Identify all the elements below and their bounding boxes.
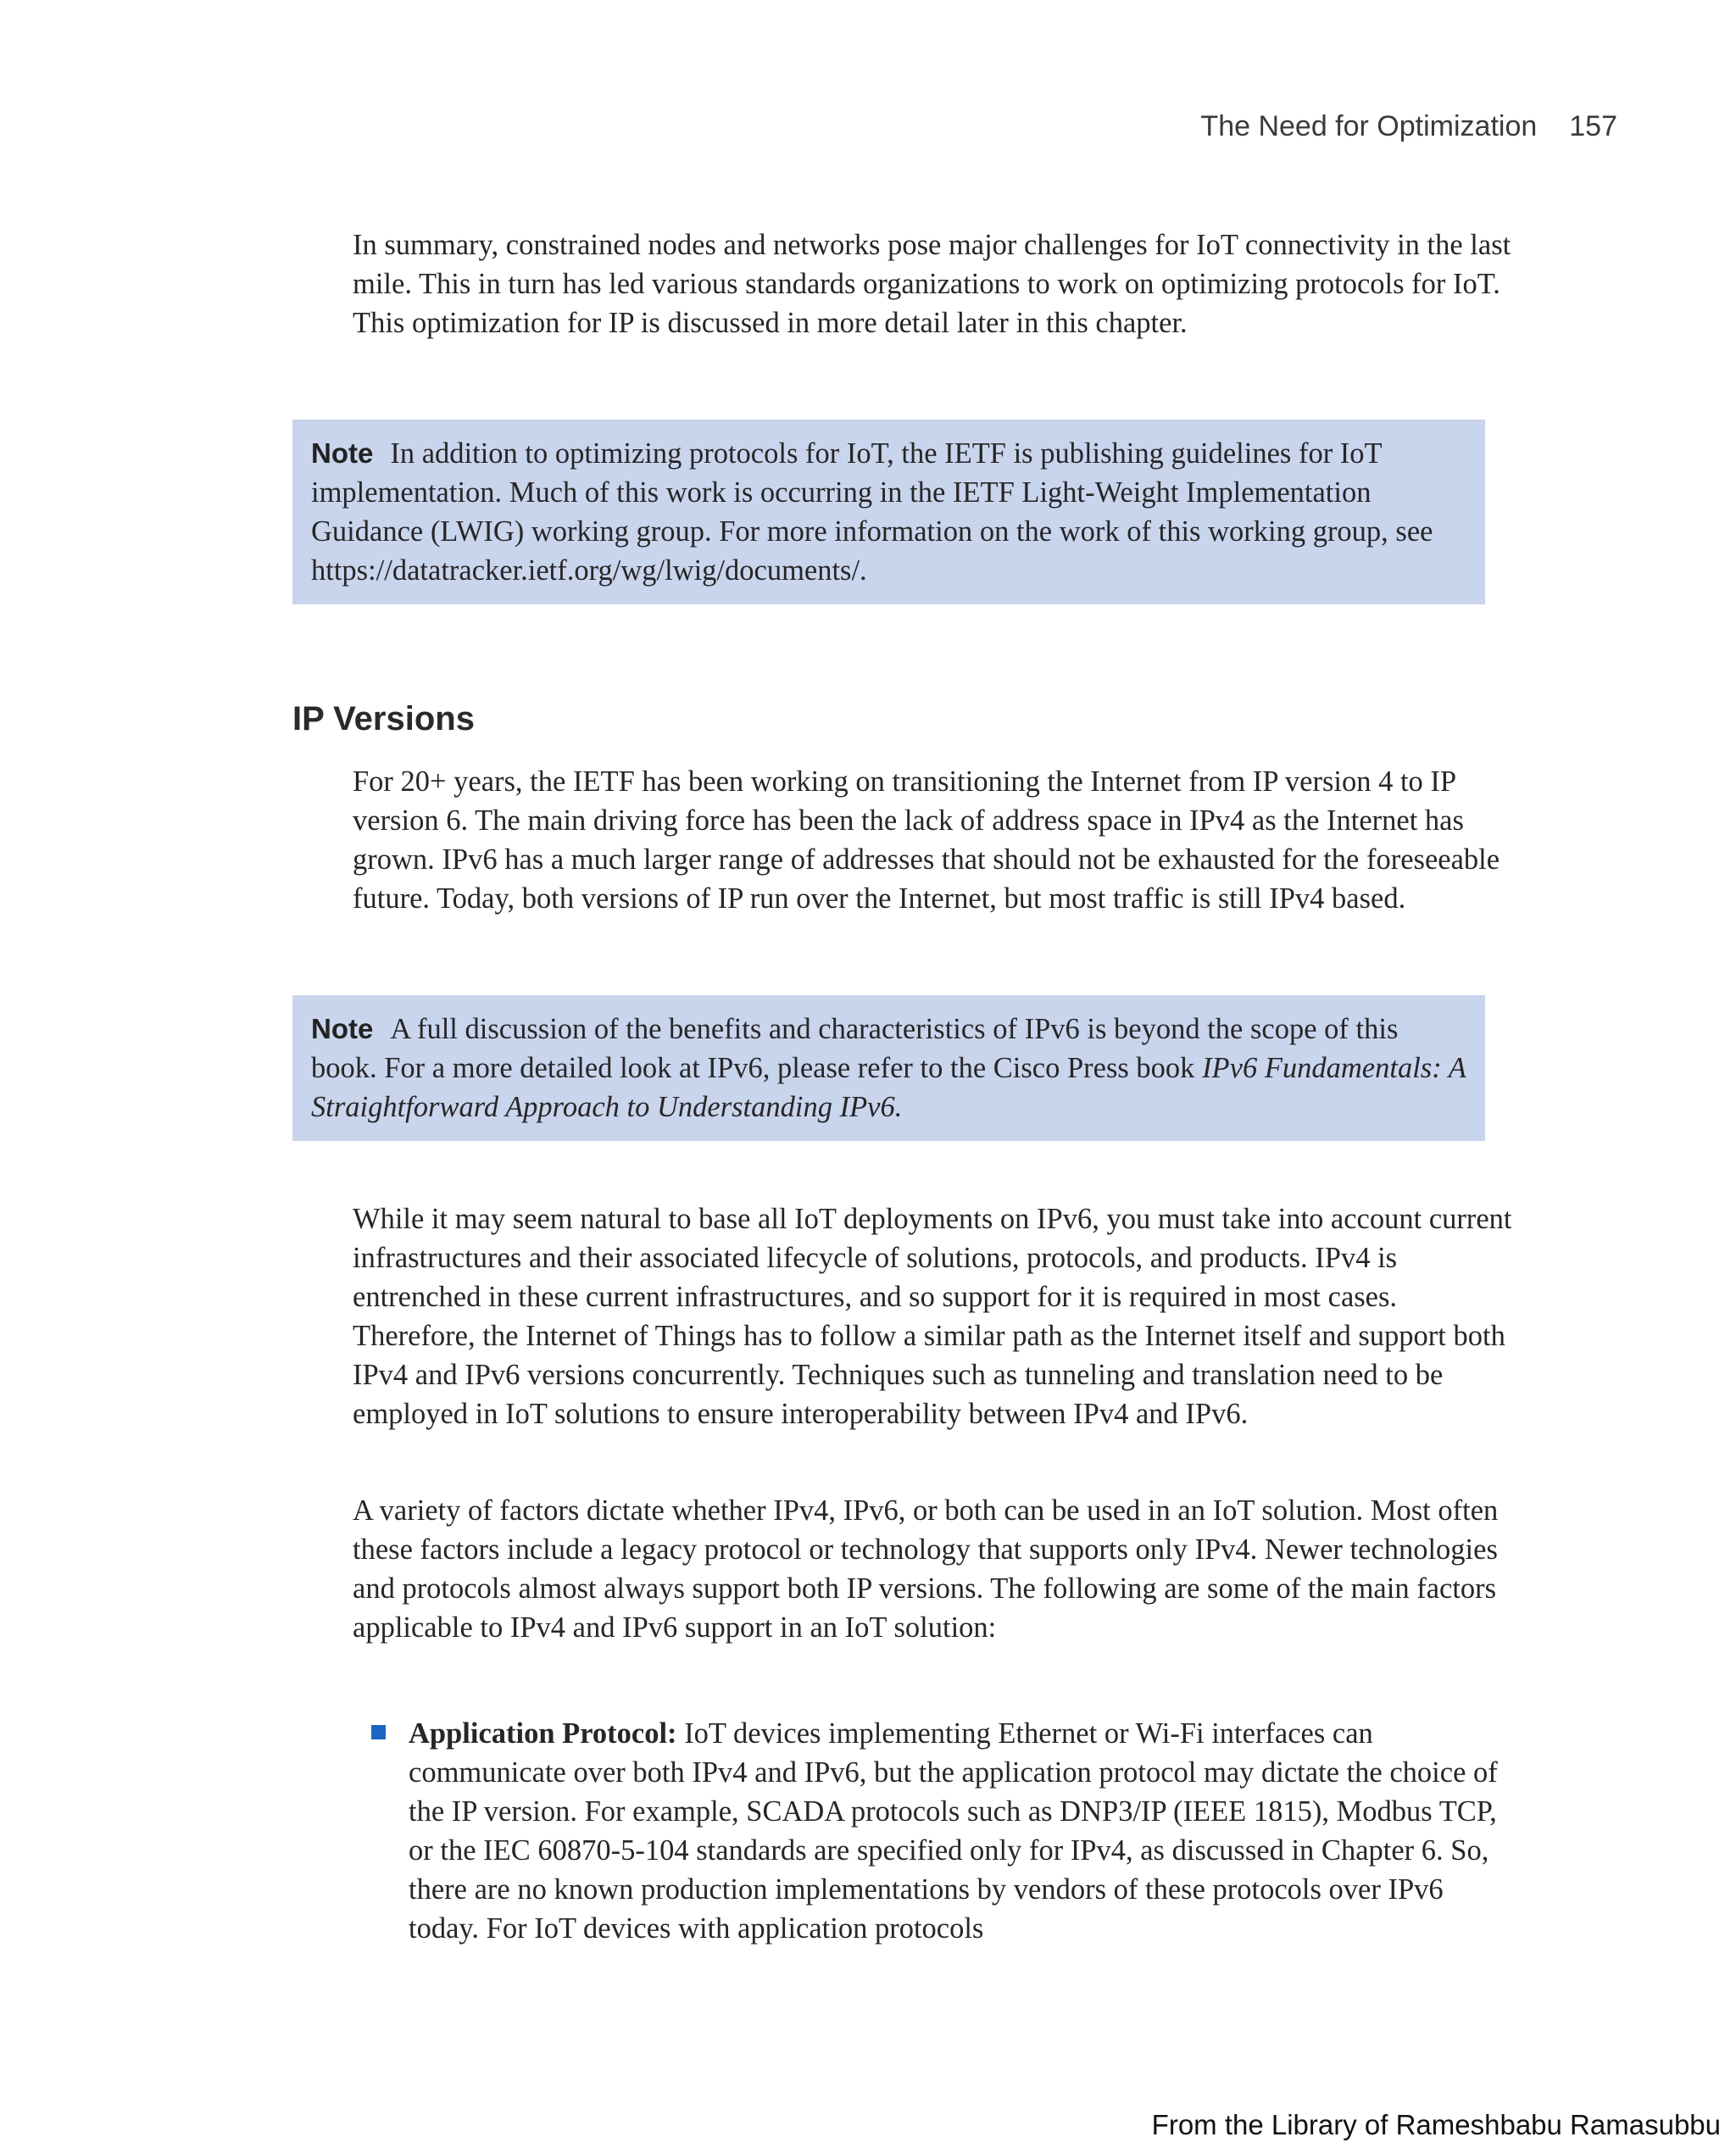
note-body: A full discussion of the benefits and characteristics of IPv6 is beyond the scope of this book. For a more detailed look at IPv6, please refer to the Cisco Press book: [311, 1013, 1399, 1084]
bullet-term: Application Protocol:: [409, 1717, 677, 1750]
bullet-item-application-protocol: [371, 1714, 1516, 1948]
book-title: IPv6 Fundamentals: A Straightforward Approach to Understanding IPv6.: [311, 1052, 1466, 1123]
note-text: [311, 1010, 1468, 1127]
paragraph-summary: In summary, constrained nodes and networks pose major challenges for IoT connectivity in the last mile. This in turn has led various standards organizations to work on optimizing protocols for IoT. This optimization for IP is discussed in more detail later in this chapter.: [353, 229, 1511, 339]
note-box-ipv6-book: [292, 995, 1485, 1141]
bullet-text: [409, 1714, 1516, 1948]
note-label: Note: [311, 437, 374, 469]
note-label: Note: [311, 1013, 374, 1044]
page-number: 157: [1569, 110, 1617, 142]
square-bullet-icon: [371, 1725, 386, 1739]
bullet-body: IoT devices implementing Ethernet or Wi-Fi interfaces can communicate over both IPv4 and IPv6, but the application protocol may dictate the choice of the IP version. For example, SCADA protocols such as DNP3/IP (IEEE 1815), Modbus TCP, or the IEC 60870-5-104 standards are specified only for IPv4, as discussed in Chapter 6. So, there are no known production implementations by vendors of these protocols over IPv6 today. For IoT devices with application protocols: [409, 1717, 1498, 1945]
paragraph-factors: A variety of factors dictate whether IPv4, IPv6, or both can be used in an IoT solution. Most often these factors include a legacy protocol or technology that supports only IPv4. Newer technologies and protocols almost always support both IP versions. The following are some of the main factors applicable to IPv4 and IPv6 support in an IoT solution:: [353, 1494, 1499, 1644]
section-heading: IP Versions: [292, 700, 475, 737]
paragraph-ip-versions: For 20+ years, the IETF has been working on transitioning the Internet from IP version 4 to IP version 6. The main driving force has been the lack of address space in IPv4 as the Internet has grown. IPv6 has a much larger range of addresses that should not be exhausted for the foreseeable future. Today, both versions of IP run over the Internet, but most traffic is still IPv4 based.: [353, 765, 1500, 915]
note-box-lwig: [292, 420, 1485, 604]
section-title: The Need for Optimization: [1200, 110, 1538, 142]
running-head: [1200, 110, 1617, 143]
note-body: In addition to optimizing protocols for IoT, the IETF is publishing guidelines for IoT implementation. Much of this work is occurring in the IETF Light-Weight Implementation Guidance (LWIG) working group. For more information on the work of this working group, see https://datatracker.ietf.org/wg/lwig/documents/.: [311, 437, 1433, 587]
library-footer: From the Library of Rameshbabu Ramasubbu: [1151, 2109, 1721, 2140]
paragraph-deployment: While it may seem natural to base all IoT deployments on IPv6, you must take into account current infrastructures and their associated lifecycle of solutions, protocols, and products. IPv4 is entrenched in these current infrastructures, and so support for it is required in most cases. Therefore, the Internet of Things has to follow a similar path as the Internet itself and support both IPv4 and IPv6 versions concurrently. Techniques such as tunneling and translation need to be employed in IoT solutions to ensure interoperability between IPv4 and IPv6.: [353, 1203, 1512, 1430]
note-text: [311, 434, 1468, 590]
